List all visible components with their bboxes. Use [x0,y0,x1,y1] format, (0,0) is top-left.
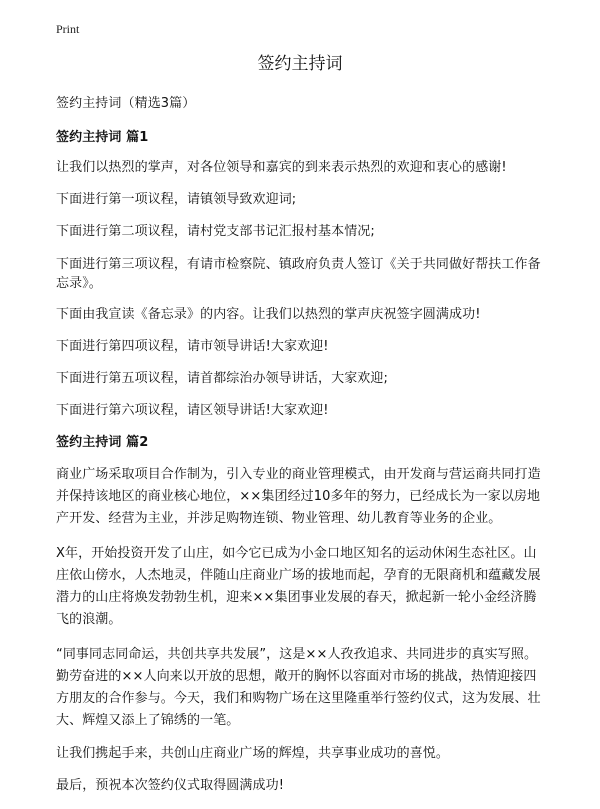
section-heading-2: 签约主持词 篇2 [56,435,149,450]
section-heading-1: 签约主持词 篇1 [56,130,149,145]
page-title: 签约主持词 [257,54,343,74]
article-body [56,95,548,809]
paragraph: 商业广场采取项目合作制为，引入专业的商业管理模式，由开发商与营运商共同打造并保持该地区的商业核心地位，××集团经过10多年的努力，已经成长为一家以房地产开发、经营为主业，并涉足购物连锁、物业管理、幼儿教育等业务的企业。 [56,467,541,526]
paragraph: 下面由我宣读《备忘录》的内容。让我们以热烈的掌声庆祝签字圆满成功! [56,307,481,322]
paragraph: 最后，预祝本次签约仪式取得圆满成功! [56,778,285,793]
paragraph: 让我们携起手来，共创山庄商业广场的辉煌，共享事业成功的喜悦。 [56,746,450,761]
print-link[interactable]: Print [56,22,80,36]
paragraph: X年，开始投资开发了山庄，如今它已成为小金口地区知名的运动休闲生态社区。山庄依山傍水，人杰地灵，伴随山庄商业广场的拔地而起，孕育的无限商机和蕴藏发展潜力的山庄将焕发勃勃生机，迎来××集团事业发展的春天，掀起新一轮小金经济腾飞的浪潮。 [56,546,541,627]
paragraph: 下面进行第六项议程，请区领导讲话!大家欢迎! [56,403,329,418]
article-subtitle: 签约主持词（精选3篇） [56,96,196,111]
paragraph: 下面进行第四项议程，请市领导讲话!大家欢迎! [56,339,329,354]
paragraph: 下面进行第三项议程，有请市检察院、镇政府负责人签订《关于共同做好帮扶工作备忘录》。 [56,257,541,291]
paragraph: 下面进行第五项议程，请首都综治办领导讲话，大家欢迎; [56,371,388,386]
paragraph: “同事同志同命运，共创共享共发展”，这是××人孜孜追求、共同进步的真实写照。勤劳奋进的××人向来以开放的思想，敞开的胸怀以容面对市场的挑战，热情迎接四方朋友的合作参与。今天，我们和购物广场在这里隆重举行签约仪式，这为发展、壮大、辉煌又添上了锦绣的一笔。 [56,647,541,728]
paragraph: 下面进行第一项议程，请镇领导致欢迎词; [56,192,297,207]
paragraph: 让我们以热烈的掌声，对各位领导和嘉宾的到来表示热烈的欢迎和衷心的感谢! [56,160,507,175]
paragraph: 下面进行第二项议程，请村党支部书记汇报村基本情况; [56,224,375,239]
